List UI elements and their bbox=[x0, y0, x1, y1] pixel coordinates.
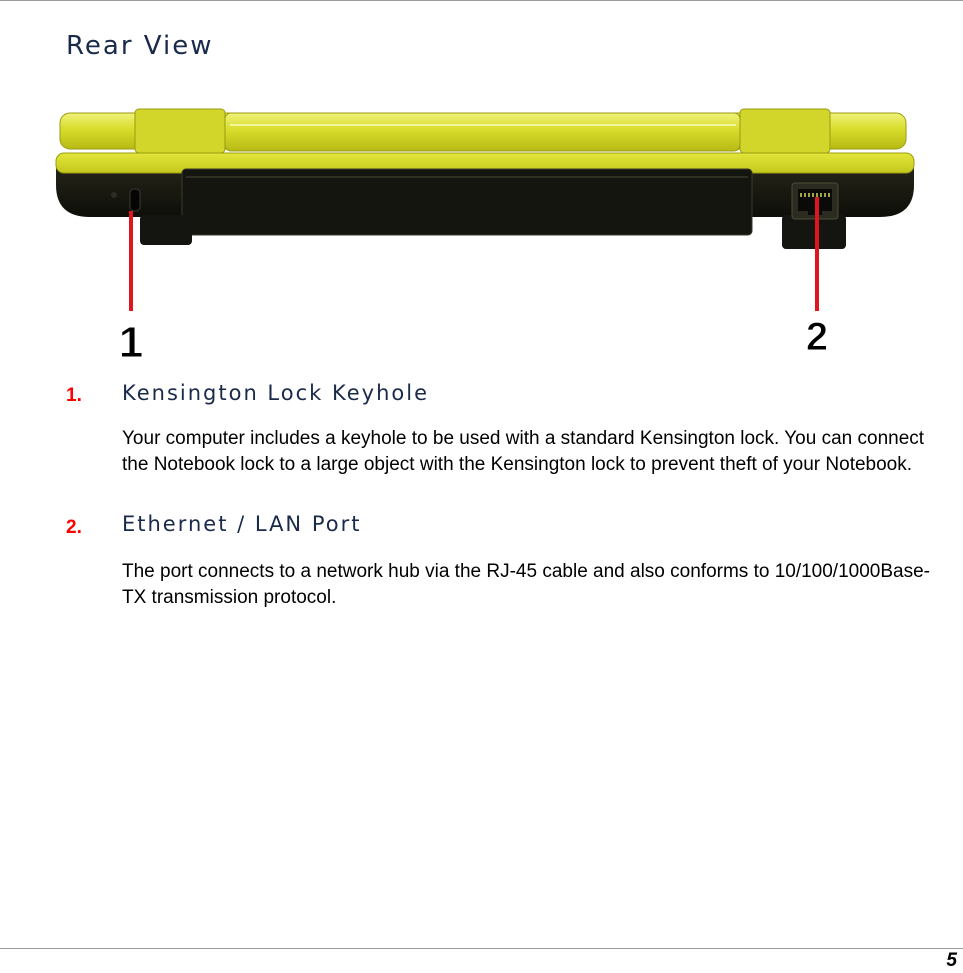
notebook-base bbox=[56, 153, 914, 249]
notebook-lid bbox=[60, 109, 906, 153]
callout-label-1: 1 bbox=[118, 318, 144, 365]
callout-label-2: 2 bbox=[805, 315, 829, 359]
item-number-1: 1. bbox=[66, 385, 82, 406]
item-description-kensington-lock: Your computer includes a keyhole to be used with a standard Kensington lock. You can connect the Notebook lock to a large object with the Kensington lock to prevent theft of your Notebook. bbox=[122, 428, 925, 475]
footer-rule bbox=[0, 948, 963, 949]
header-rule bbox=[0, 0, 963, 1]
item-description-ethernet-port: The port connects to a network hub via the RJ-45 cable and also conforms to 10/100/1000Base-TX transmission protocol. bbox=[122, 561, 930, 608]
item-heading-ethernet-port: Ethernet / LAN Port bbox=[122, 512, 362, 536]
item-number-2: 2. bbox=[66, 517, 82, 538]
page-title: Rear View bbox=[66, 31, 214, 61]
notebook-rear-view-figure bbox=[50, 105, 920, 365]
page-number: 5 bbox=[946, 950, 957, 971]
item-heading-kensington-lock: Kensington Lock Keyhole bbox=[122, 381, 429, 405]
